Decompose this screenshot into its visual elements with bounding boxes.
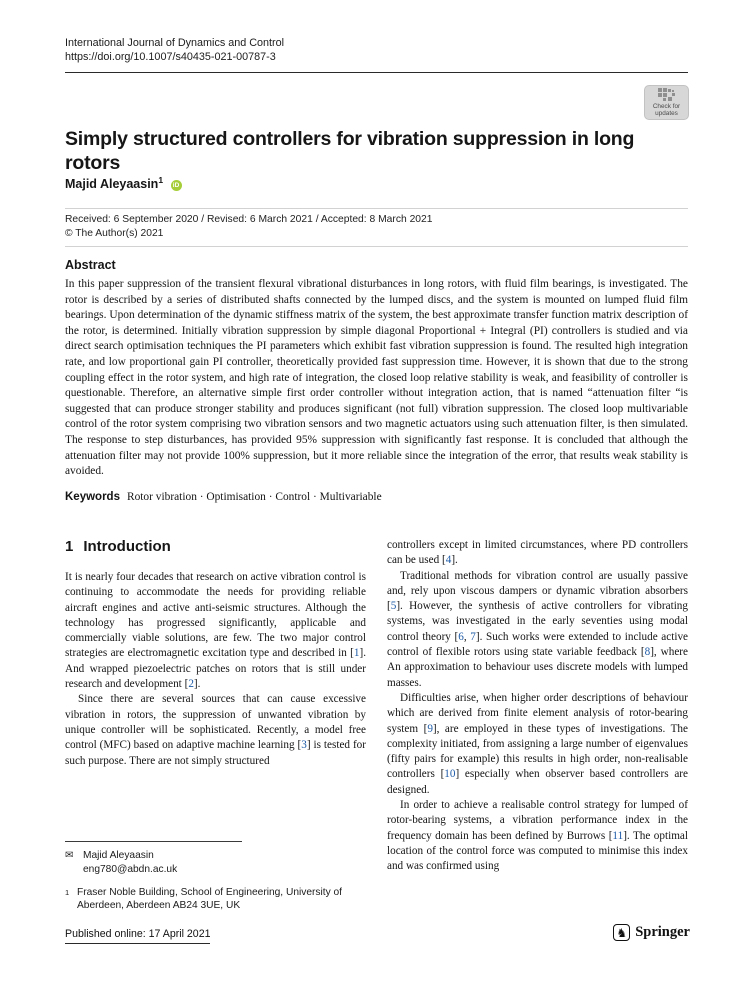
envelope-icon: ✉ bbox=[65, 850, 74, 861]
keywords-label: Keywords bbox=[65, 490, 120, 503]
correspondence-email[interactable]: eng780@abdn.ac.uk bbox=[83, 863, 178, 875]
author-line bbox=[65, 175, 182, 191]
abstract-heading: Abstract bbox=[65, 258, 116, 272]
affiliation-sup: 1 bbox=[65, 888, 70, 897]
citation-link[interactable]: 3 bbox=[301, 739, 307, 752]
footnote-block bbox=[65, 841, 366, 912]
header-rule bbox=[65, 72, 688, 73]
intro-paragraph: controllers except in limited circumstances, where PD controllers can be used [4]. bbox=[387, 539, 688, 567]
publisher-name: Springer bbox=[635, 924, 690, 940]
keywords-list: Rotor vibration · Optimisation · Control · Multivariable bbox=[126, 490, 382, 503]
citation-link[interactable]: 11 bbox=[612, 829, 624, 842]
section-number: 1 bbox=[65, 538, 74, 555]
abstract-section bbox=[65, 258, 688, 503]
abstract-text: In this paper suppression of the transient flexural vibrational disturbances in long rotors, with fluid film bearings, is investigated. The rotor is described by a series of distributed shafts connected by the lumped discs, and the system is mounted on lumped fluid film bearings. Upon determination of the dynamic stiffness matrix of the system, the best approximate transfer function matrix description of the rotor, is determined. Initially vibration suppression by simple diagonal Proportional + Integral (PI) controllers is studied and via direct search optimisation techniques the PI parameters which exhibit fast vibration suppression is found. The resulted high integration rate, and low proportional gain PI controller, theoretically provided fast suppression time. However, it is shown that due to the strong coupling effect in the rotor system, and high rate of integration, the closed loop relative stability is weak, and feasibility of controller is questionable. Therefore, an alternative simple first order controller without integration action, that is named “attenuation filter “is suggested that can produce stronger stability and produces significant (not full) vibration suppression. The closed loop multivariable control of the rotor system comprising two vibration sensors and two magnetic actuators using such attenuation filter, is then simulated. The response to step disturbances, has provided 95% suppression with significantly fast response. It is concluded that although the attenuation filter may not provide 100% suppression, but it more reliable since the integration of the error, that results weak stability is avoided. bbox=[65, 278, 688, 478]
correspondence-row bbox=[65, 850, 366, 863]
affiliation-row bbox=[65, 887, 366, 912]
check-for-updates-badge[interactable] bbox=[644, 85, 689, 120]
section-title: Introduction bbox=[83, 538, 171, 555]
intro-paragraph: In order to achieve a realisable control strategy for lumped of rotor-bearing systems, a vibration performance index in the frequency domain has been defined by Burrows [11]. The optimal location of the control force was computed to minimise this index and was confirmed using bbox=[387, 799, 688, 873]
article-title: Simply structured controllers for vibration suppression in long rotors bbox=[65, 128, 635, 174]
intro-paragraph: Difficulties arise, when higher order descriptions of behaviour which are derived from finite element analysis of rotor-bearing system [9], are employed in these types of investigations. The complexity initiated, from assigning a large number of eigenvalues (fifty pairs for example) this results in high order, non-realisable controllers [10] especially when observer based controllers are designed. bbox=[387, 691, 688, 796]
springer-knight-icon: ♞ bbox=[613, 924, 630, 941]
citation-link[interactable]: 4 bbox=[445, 554, 452, 567]
correspondence-name: Majid Aleyaasin bbox=[83, 850, 154, 861]
intro-paragraph: It is nearly four decades that research on active vibration control is continuing to accommodate the needs for providing reliable aircraft engines and active anti-seismic structures. Although the technology has progressed significantly, applicable and commercially viable solutions, are few. The two major control strategies are electromagnetic excitation type and described in [1]. And wrapped piezoelectric patches on rotors that is still under research and development [2]. bbox=[65, 571, 366, 691]
citation-link[interactable]: 1 bbox=[353, 647, 360, 660]
keywords-line bbox=[65, 491, 688, 503]
citation-link[interactable]: 6 bbox=[458, 630, 464, 643]
footnote-rule bbox=[65, 841, 242, 842]
introduction-columns bbox=[65, 538, 688, 875]
author-name: Majid Aleyaasin bbox=[65, 177, 159, 192]
history-rule-bottom bbox=[65, 246, 688, 247]
article-history: Received: 6 September 2020 / Revised: 6 March 2021 / Accepted: 8 March 2021 bbox=[65, 214, 433, 225]
published-online: Published online: 17 April 2021 bbox=[65, 928, 210, 944]
intro-paragraph: Since there are several sources that can cause excessive vibration in rotors, the suppression of unwanted vibration by unique controller will be sophisticated. Recently, a model free control (MFC) based on adaptive machine learning [3] is tested for such purpose. There are not simply structured bbox=[65, 693, 366, 767]
citation-link[interactable]: 7 bbox=[470, 630, 476, 643]
author-affiliation-sup: 1 bbox=[158, 175, 164, 185]
citation-link[interactable]: 8 bbox=[644, 646, 651, 659]
citation-link[interactable]: 10 bbox=[444, 768, 456, 781]
left-column bbox=[65, 538, 366, 875]
history-rule-top bbox=[65, 208, 688, 209]
intro-paragraph: Traditional methods for vibration control are usually passive and, rely upon viscous dampers or dynamic vibration absorbers [5]. However, the synthesis of active controllers for vibrating systems, was investigated in the early seventies using modal control theory [6, 7]. Such works were extended to include active control of flexible rotors using state variable feedback [8], where An approximation to behaviour uses discrete models with lumped masses. bbox=[387, 569, 689, 689]
crossmark-icon bbox=[658, 88, 676, 101]
journal-name: International Journal of Dynamics and Control bbox=[65, 37, 285, 49]
right-column bbox=[387, 538, 688, 875]
check-for-updates-label: Check for updates bbox=[652, 103, 681, 117]
citation-link[interactable]: 5 bbox=[390, 600, 397, 613]
section-heading-introduction bbox=[65, 538, 366, 555]
copyright-line: © The Author(s) 2021 bbox=[65, 228, 164, 239]
citation-link[interactable]: 2 bbox=[188, 678, 194, 691]
citation-link[interactable]: 9 bbox=[427, 722, 433, 735]
affiliation-text: Fraser Noble Building, School of Engineering, University of Aberdeen, Aberdeen AB24 3UE, UK bbox=[77, 887, 343, 911]
orcid-icon[interactable]: iD bbox=[171, 180, 182, 191]
springer-logo bbox=[613, 924, 690, 941]
doi-link[interactable]: https://doi.org/10.1007/s40435-021-00787-3 bbox=[65, 51, 276, 63]
